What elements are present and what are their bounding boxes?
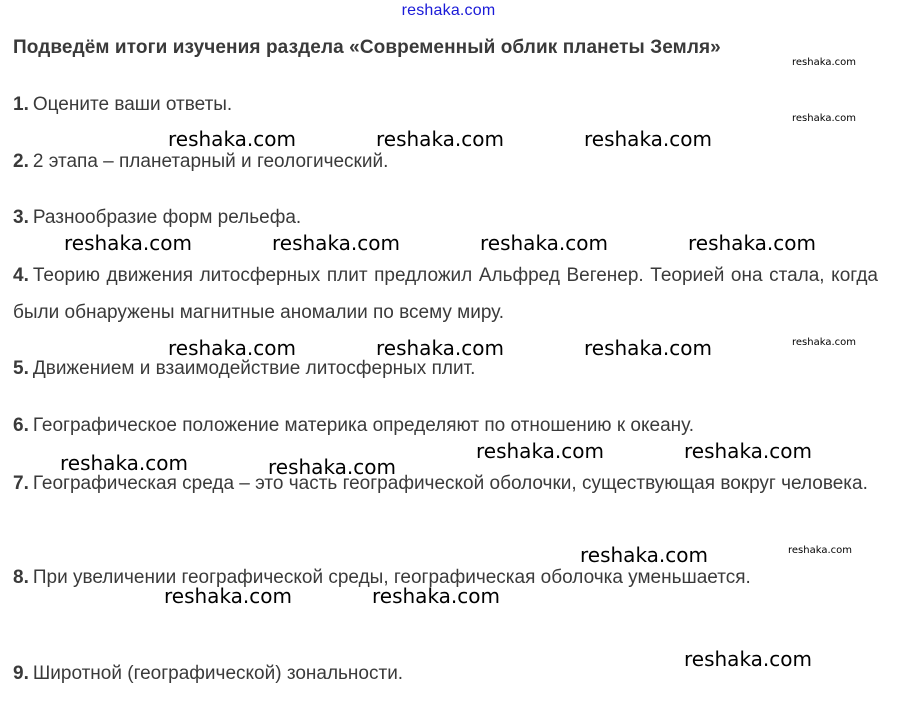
watermark-text: reshaka.com	[476, 439, 604, 463]
answer-text: 2 этапа – планетарный и геологический.	[32, 151, 389, 172]
answer-number: 5.	[13, 358, 29, 379]
watermark-text: reshaka.com	[268, 455, 396, 479]
answer-text: Оцените ваши ответы.	[32, 94, 233, 115]
watermark-text: reshaka.com	[60, 451, 188, 475]
watermark-text: reshaka.com	[792, 113, 856, 124]
watermark-text: reshaka.com	[164, 584, 292, 608]
answer-text: Широтной (географической) зональности.	[32, 663, 404, 684]
watermark-text: reshaka.com	[272, 231, 400, 255]
answer-1	[13, 86, 878, 123]
watermark-text: reshaka.com	[376, 127, 504, 151]
watermark-text: reshaka.com	[372, 584, 500, 608]
answer-4	[13, 257, 878, 331]
watermark-text: reshaka.com	[788, 545, 852, 556]
answer-text: Теорию движения литосферных плит предложил Альфред Вегенер. Теорией она стала, когда были обнаружены магнитные аномалии по всему миру.	[13, 265, 878, 323]
answer-text: При увеличении географической среды, географическая оболочка уменьшается.	[32, 567, 751, 588]
watermark-text: reshaka.com	[792, 57, 856, 68]
answer-number: 4.	[13, 265, 29, 286]
answer-text: Географическое положение материка определяют по отношению к океану.	[32, 415, 695, 436]
answer-number: 2.	[13, 151, 29, 172]
answer-text: Географическая среда – это часть географической оболочки, существующая вокруг человека.	[32, 473, 868, 494]
watermark-text: reshaka.com	[480, 231, 608, 255]
watermark-text: reshaka.com	[376, 336, 504, 360]
answer-number: 6.	[13, 415, 29, 436]
watermark-text: reshaka.com	[168, 127, 296, 151]
answer-number: 3.	[13, 207, 29, 228]
site-logo[interactable]: reshaka.com	[401, 2, 496, 19]
answer-text: Разнообразие форм рельефа.	[32, 207, 302, 228]
answer-number: 9.	[13, 663, 29, 684]
answer-number: 8.	[13, 567, 29, 588]
answer-number: 7.	[13, 473, 29, 494]
answer-text: Движением и взаимодействие литосферных плит.	[32, 358, 476, 379]
watermark-text: reshaka.com	[792, 337, 856, 348]
watermark-text: reshaka.com	[684, 439, 812, 463]
page-title: Подведём итоги изучения раздела «Современный облик планеты Земля»	[13, 37, 721, 58]
watermark-text: reshaka.com	[688, 231, 816, 255]
watermark-text: reshaka.com	[64, 231, 192, 255]
watermark-text: reshaka.com	[584, 336, 712, 360]
watermark-text: reshaka.com	[168, 336, 296, 360]
watermark-text: reshaka.com	[684, 647, 812, 671]
watermark-text: reshaka.com	[584, 127, 712, 151]
answer-number: 1.	[13, 94, 29, 115]
watermark-text: reshaka.com	[580, 543, 708, 567]
